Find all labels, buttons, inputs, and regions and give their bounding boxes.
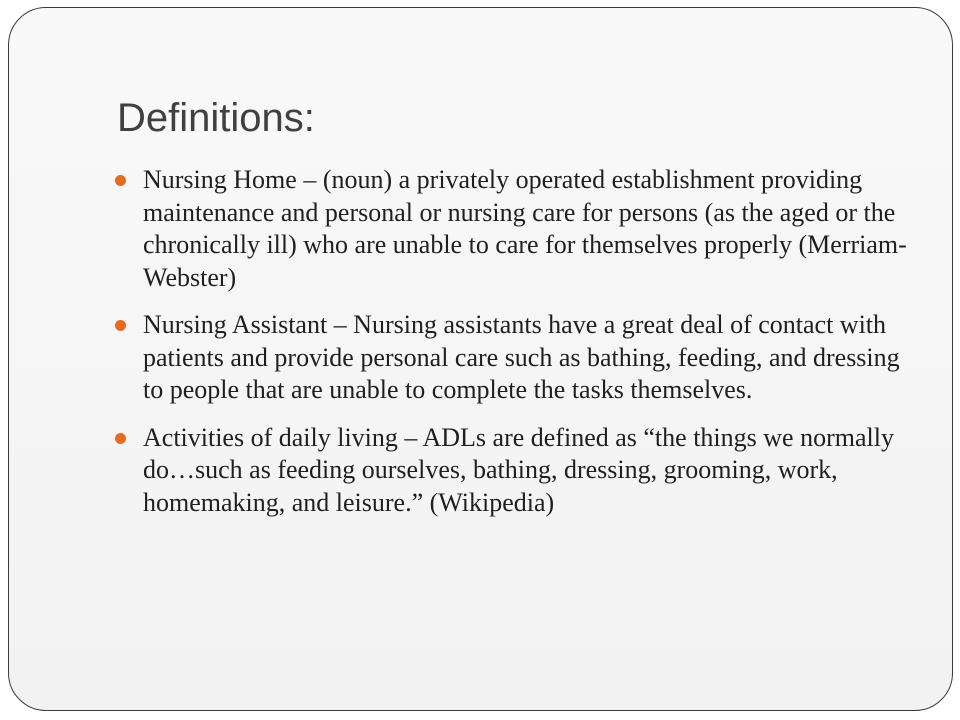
bullet-icon — [115, 320, 126, 331]
bullet-icon — [115, 175, 126, 186]
bullet-text: Nursing Home – (noun) a privately operated establishment providing maintenance and personal or nursing care for persons (as the aged or the chronically ill) who are unable to care for themselves properly (Merriam-Webster) — [143, 165, 907, 292]
bullet-icon — [115, 433, 126, 444]
slide-title: Definitions: — [117, 96, 315, 140]
list-item — [113, 422, 913, 520]
bullet-text: Nursing Assistant – Nursing assistants have a great deal of contact with patients and provide personal care such as bathing, feeding, and dressing to people that are unable to complete the tasks themselves. — [143, 310, 900, 404]
list-item — [113, 309, 913, 407]
list-item — [113, 164, 913, 294]
bullet-text: Activities of daily living – ADLs are defined as “the things we normally do…such as feeding ourselves, bathing, dressing, grooming, work, homemaking, and leisure.” (Wikipedia) — [143, 422, 894, 517]
definitions-list — [113, 164, 913, 534]
slide-frame — [8, 7, 953, 711]
